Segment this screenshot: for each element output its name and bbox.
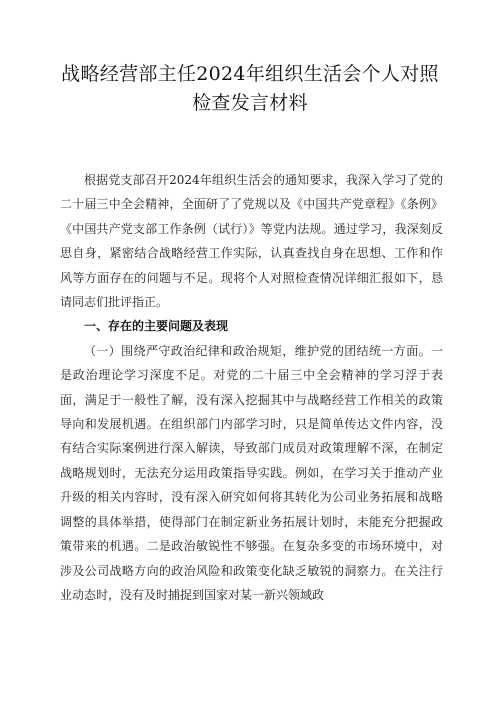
section-paragraph: （一）围绕严守政治纪律和政治规矩，维护党的团结统一方面。一是政治理论学习深度不足。对党的二十届三中全会精神的学习浮于表面，满足于一般性了解，没有深入挖掘其中与战略经营工作相关的政策导向和发展机遇。在组织部门内部学习时，只是简单传达文件内容，没有结合实际案例进行深入解读，导致部门成员对政策理解不深，在制定战略规划时，无法充分运用政策指导实践。例如，在学习关于推动产业升级的相关内容时，没有深入研究如何将其转化为公司业务拓展和战略调整的具体举措，使得部门在制定新业务拓展计划时，未能充分把握政策带来的机遇。二是政治敏锐性不够强。在复杂多变的市场环境中，对涉及公司战略方向的政治风险和政策变化缺乏敏锐的洞察力。在关注行业动态时，没有及时捕捉到国家对某一新兴领域政	[60, 343, 443, 602]
document-body	[60, 168, 443, 607]
document-title: 战略经营部主任2024年组织生活会个人对照检查发言材料	[61, 63, 439, 114]
section-heading: 一、存在的主要问题及表现	[84, 319, 229, 334]
intro-paragraph: 根据党支部召开2024年组织生活会的通知要求，我深入学习了党的二十届三中全会精神，全面研了了党规以及《中国共产党章程》《条例》《中国共产党支部工作条例（试行）》等党内法规。通过学习，我深刻反思自身，紧密结合战略经营工作实际，认真查找自身在思想、工作和作风等方面存在的问题与不足。现将个人对照检查情况详细汇报如下，恳请同志们批评指正。	[60, 173, 443, 310]
